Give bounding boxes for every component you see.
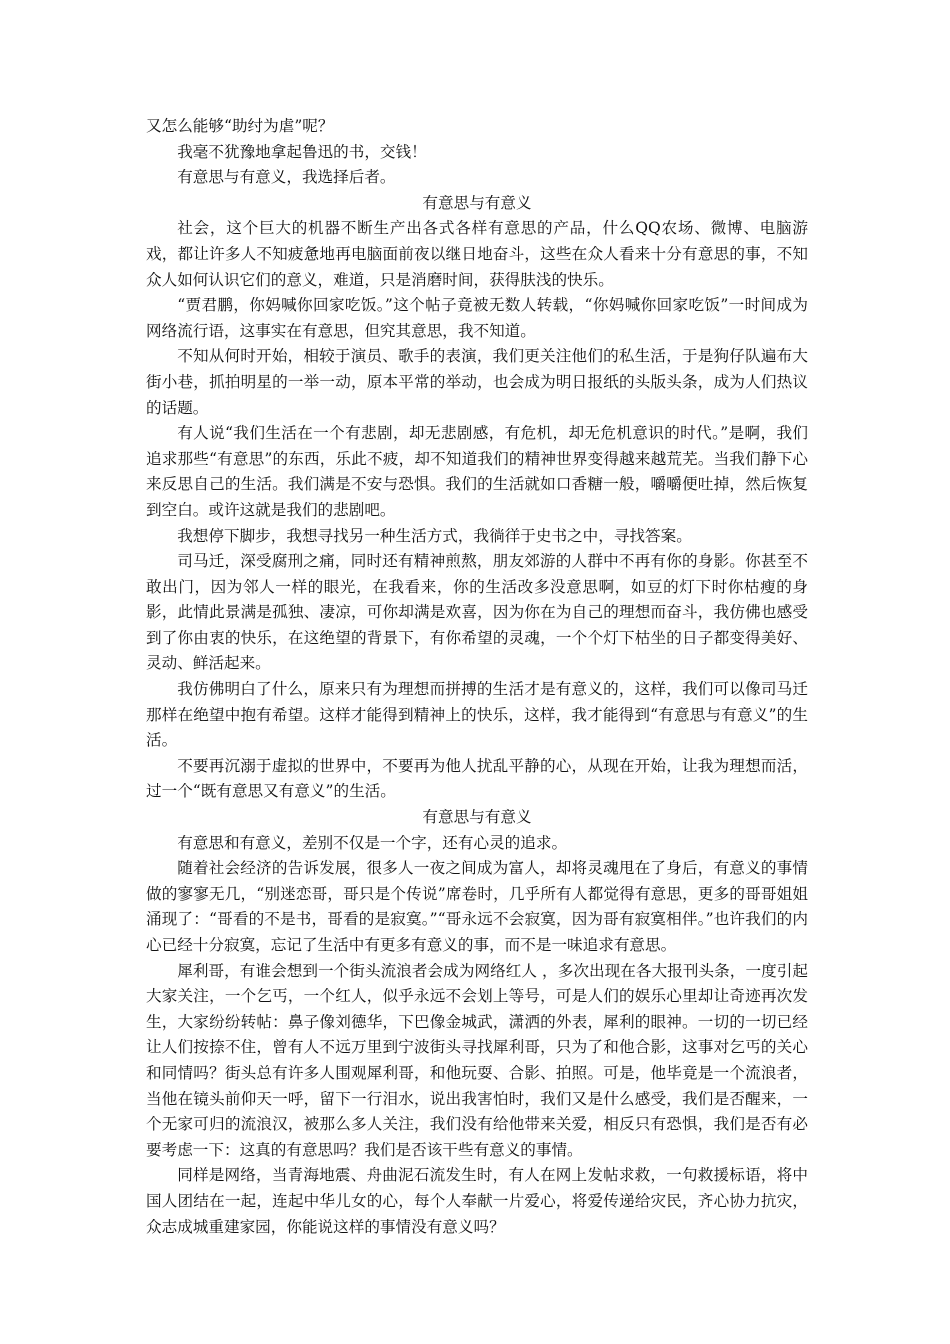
essay-title: 有意思与有意义 xyxy=(422,193,532,212)
paragraph: 犀利哥，有谁会想到一个街头流浪者会成为网络红人 ，多次出现在各大报刊头条，一度引起大家关注，一个乞丐，一个红人，似乎永远不会划上等号，可是人们的娱乐心里却让奇迹再次发生，大家纷纷转帖：鼻子像刘德华，下巴像金城武，潇洒的外表，犀利的眼神。一切的一切已经让人们按捺不住，曾有人不远万里到宁波街头寻找犀利哥，只为了和他合影，这事对乞丐的关心和同情吗？街头总有许多人围观犀利哥，和他玩耍、合影、拍照。可是，他毕竟是一个流浪者，当他在镜头前仰天一呼，留下一行泪水，说出我害怕时，我们又是什么感受，我们是否醒来，一个无家可归的流浪汉，被那么多人关注，我们没有给他带来关爱，相反只有恐惧，我们是否有必要考虑一下：这真的有意思吗？我们是否该干些有意义的事情。 xyxy=(146,961,808,1159)
paragraph: 同样是网络，当青海地震、舟曲泥石流发生时，有人在网上发帖求救，一句救援标语，将中国人团结在一起，连起中华儿女的心，每个人奉献一片爱心，将爱传递给灾民，齐心协力抗灾，众志成城重建家园，你能说这样的事情没有意义吗？ xyxy=(146,1166,808,1236)
paragraph: “贾君鹏，你妈喊你回家吃饭。”这个帖子竟被无数人转载，“你妈喊你回家吃饭”一时间成为网络流行语，这事实在有意思，但究其意思，我不知道。 xyxy=(146,296,808,340)
paragraph: 有意思和有意义，差别不仅是一个字，还有心灵的追求。 xyxy=(177,833,568,852)
paragraph: 有人说“我们生活在一个有悲剧，却无悲剧感，有危机，却无危机意识的时代。”是啊，我们追求那些“有意思”的东西，乐此不疲，却不知道我们的精神世界变得越来越荒芜。当我们静下心来反思自己的生活。我们满是不安与恐惧。我们的生活就如口香糖一般，嚼嚼便吐掉，然后恢复到空白。或许这就是我们的悲剧吧。 xyxy=(146,424,808,519)
paragraph: 不要再沉溺于虚拟的世界中，不要再为他人扰乱平静的心，从现在开始，让我为理想而活，过一个“既有意思又有意义”的生活。 xyxy=(146,756,808,801)
paragraph: 不知从何时开始，相较于演员、歌手的表演，我们更关注他们的私生活，于是狗仔队遍布大街小巷，抓拍明星的一举一动，原本平常的举动，也会成为明日报纸的头版头条，成为人们热议的话题。 xyxy=(146,347,808,417)
paragraph: 我想停下脚步，我想寻找另一种生活方式，我徜徉于史书之中，寻找答案。 xyxy=(177,526,692,545)
paragraph: 我仿佛明白了什么，原来只有为理想而拼搏的生活才是有意义的，这样，我们可以像司马迁那样在绝望中抱有希望。这样才能得到精神上的快乐，这样，我才能得到“有意思与有意义”的生活。 xyxy=(146,680,808,750)
paragraph: 司马迁，深受腐刑之痛，同时还有精神煎熬，朋友郊游的人群中不再有你的身影。你甚至不敢出门，因为邻人一样的眼光，在我看来，你的生活改多没意思啊，如豆的灯下时你枯瘦的身影，此情此景满是孤独、凄凉，可你却满是欢喜，因为你在为自己的理想而奋斗，我仿佛也感受到了你由衷的快乐，在这绝望的背景下，有你希望的灵魂，一个个灯下枯坐的日子都变得美好、灵动、鲜活起来。 xyxy=(146,552,808,673)
document-body xyxy=(146,114,808,1240)
paragraph: 我毫不犹豫地拿起鲁迅的书，交钱！ xyxy=(177,142,427,161)
paragraph: 有意思与有意义，我选择后者。 xyxy=(177,168,396,187)
paragraph: 社会，这个巨大的机器不断生产出各式各样有意思的产品，什么QQ农场、微博、电脑游戏，都让许多人不知疲惫地再电脑面前夜以继日地奋斗，这些在众人看来十分有意思的事，不知众人如何认识它们的意义，难道，只是消磨时间，获得肤浅的快乐。 xyxy=(146,219,808,289)
continuation-line: 又怎么能够“助纣为虐”呢？ xyxy=(146,117,334,135)
essay-title: 有意思与有意义 xyxy=(422,808,532,827)
paragraph: 随着社会经济的告诉发展，很多人一夜之间成为富人，却将灵魂甩在了身后，有意义的事情做的寥寥无几，“别迷恋哥，哥只是个传说”席卷时，几乎所有人都觉得有意思，更多的哥哥姐姐涌现了：“哥看的不是书，哥看的是寂寞。”“哥永远不会寂寞，因为哥有寂寞相伴。”也许我们的内心已经十分寂寞，忘记了生活中有更多有意义的事，而不是一味追求有意思。 xyxy=(146,859,808,954)
